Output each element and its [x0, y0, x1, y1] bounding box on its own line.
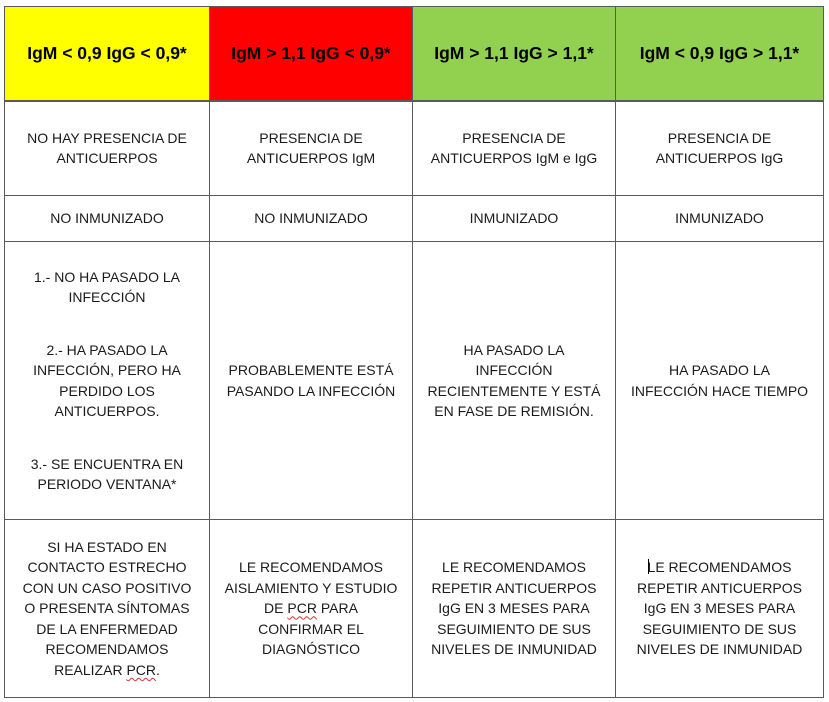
- header-row: [5, 7, 824, 102]
- interpretation-cell-igm-igg: HA PASADO LA INFECCIÓN RECIENTEMENTE Y ESTÁ EN FASE DE REMISIÓN.: [413, 241, 616, 520]
- immunity-cell: NO INMUNIZADO: [210, 195, 413, 241]
- interpretation-cell-igm: PROBABLEMENTE ESTÁ PASANDO LA INFECCIÓN: [210, 241, 413, 520]
- antibody-results-table: [4, 6, 824, 698]
- header-igm-igg-positive: IgM > 1,1 IgG > 1,1*: [413, 7, 616, 102]
- presence-row: [5, 101, 824, 195]
- recommendation-cell-igm-igg: LE RECOMENDAMOS REPETIR ANTICUERPOS IgG EN 3 MESES PARA SEGUIMIENTO DE SUS NIVELES DE INMUNIDAD: [413, 520, 616, 698]
- presence-cell: PRESENCIA DE ANTICUERPOS IgM e IgG: [413, 101, 616, 195]
- recommendation-text-end: PARA CONFIRMAR EL DIAGNÓSTICO: [258, 600, 364, 658]
- presence-cell: PRESENCIA DE ANTICUERPOS IgG: [616, 101, 824, 195]
- interpretation-row: [5, 241, 824, 520]
- interpretation-cell-negative: [5, 241, 210, 520]
- recommendation-row: [5, 520, 824, 698]
- presence-cell: NO HAY PRESENCIA DE ANTICUERPOS: [5, 101, 210, 195]
- header-negative: IgM < 0,9 IgG < 0,9*: [5, 7, 210, 102]
- recommendation-cell-negative: [5, 520, 210, 698]
- header-igm-positive: IgM > 1,1 IgG < 0,9*: [210, 7, 413, 102]
- immunity-cell: INMUNIZADO: [616, 195, 824, 241]
- immunity-cell: NO INMUNIZADO: [5, 195, 210, 241]
- interpretation-item: 1.- NO HA PASADO LA INFECCIÓN: [33, 268, 180, 306]
- recommendation-text-end: .: [156, 661, 160, 678]
- spellcheck-flagged-word: PCR: [126, 661, 157, 678]
- immunity-cell: INMUNIZADO: [413, 195, 616, 241]
- interpretation-cell-igg: HA PASADO LA INFECCIÓN HACE TIEMPO: [616, 241, 824, 520]
- presence-cell: PRESENCIA DE ANTICUERPOS IgM: [210, 101, 413, 195]
- recommendation-text: LE RECOMENDAMOS AISLAMIENTO Y ESTUDIO DE: [224, 559, 398, 617]
- immunity-row: [5, 195, 824, 241]
- spellcheck-flagged-word: PCR: [287, 600, 317, 617]
- interpretation-item: 2.- HA PASADO LA INFECCIÓN, PERO HA PERDIDO LOS ANTICUERPOS.: [33, 341, 181, 420]
- recommendation-text: LE RECOMENDAMOS REPETIR ANTICUERPOS IgG EN 3 MESES PARA SEGUIMIENTO DE SUS NIVELES DE INMUNIDAD: [636, 559, 803, 658]
- recommendation-text: SI HA ESTADO EN CONTACTO ESTRECHO CON UN CASO POSITIVO O PRESENTA SÍNTOMAS DE LA ENFERMEDAD RECOMENDAMOS REALIZAR: [22, 538, 192, 678]
- interpretation-item: 3.- SE ENCUENTRA EN PERIODO VENTANA*: [30, 455, 184, 493]
- recommendation-cell-igg: [616, 520, 824, 698]
- header-igg-positive: IgM < 0,9 IgG > 1,1*: [616, 7, 824, 102]
- recommendation-cell-igm: [210, 520, 413, 698]
